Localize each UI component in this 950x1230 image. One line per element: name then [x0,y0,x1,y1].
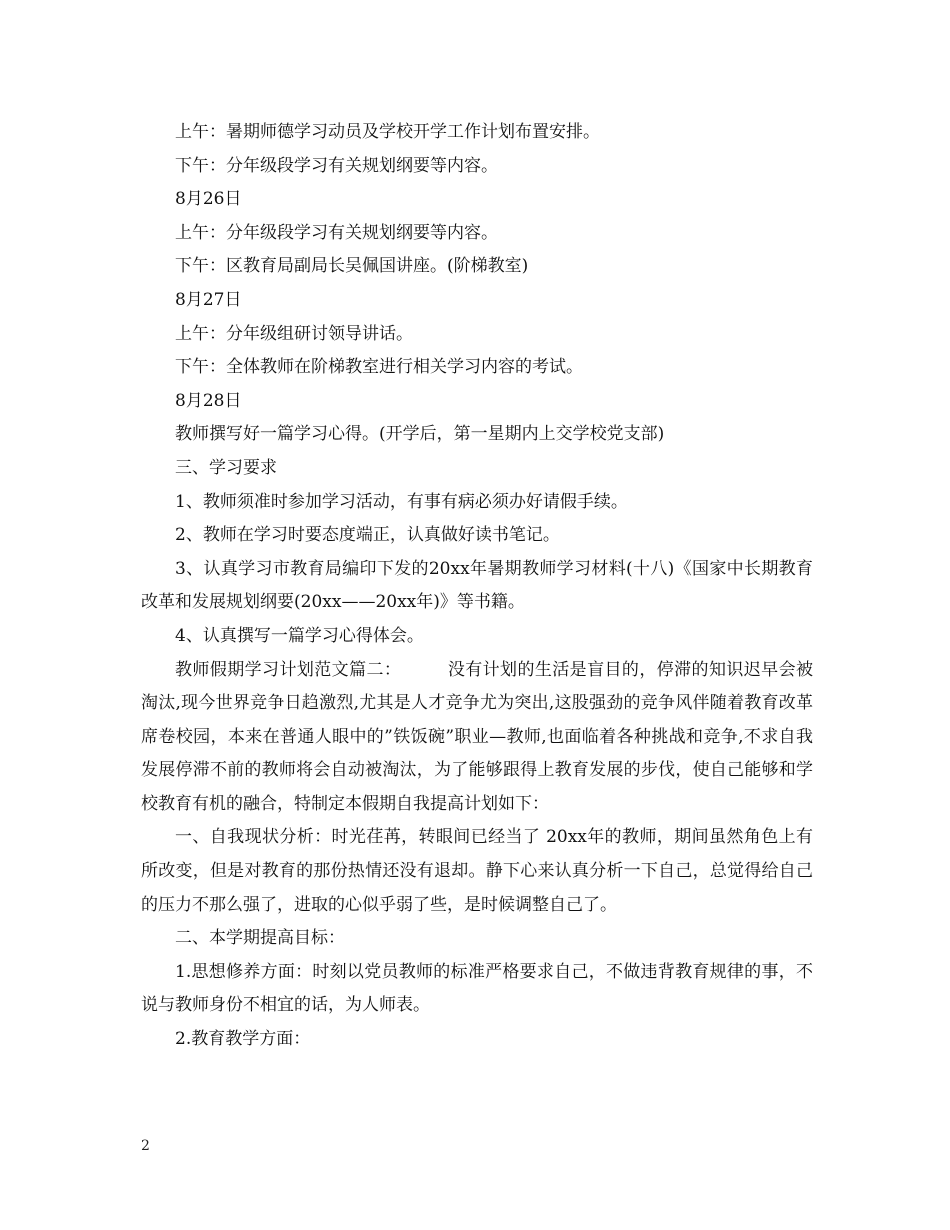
list-item: 3、认真学习市教育局编印下发的20xx年暑期教师学习材料(十八)《国家中长期教育改革和发展规划纲要(20xx——20xx年)》等书籍。 [141,558,813,613]
paragraph: 上午：暑期师德学习动员及学校开学工作计划布置安排。 [175,122,600,142]
list-item: 4、认真撰写一篇学习心得体会。 [175,625,424,646]
paragraph: 上午：分年级段学习有关规划纲要等内容。 [175,222,498,243]
page-number: 2 [141,1138,150,1154]
section-heading: 三、学习要求 [175,457,277,478]
date-heading: 8月27日 [175,289,242,310]
paragraph: 一、自我现状分析：时光荏苒，转眼间已经当了 20xx年的教师，期间虽然角色上有所改变，但是对教育的那份热情还没有退却。静下心来认真分析一下自己，总觉得给自己的压力不那么强了，进取的心似乎弱了些，是时候调整自己了。 [141,827,813,915]
list-item: 2、教师在学习时要态度端正，认真做好读书笔记。 [175,525,560,546]
section-heading: 二、本学期提高目标： [175,928,345,949]
paragraph: 教师假期学习计划范文篇二： 没有计划的生活是盲目的，停滞的知识迟早会被淘汰,现今世界竞争日趋激烈,尤其是人才竞争尤为突出,这股强劲的竞争风伴随着教育改革席卷校园，本来在普通人眼中的”铁饭碗”职业—教师,也面临着各种挑战和竞争,不求自我发展停滞不前的教师将会自动被淘汰，为了能够跟得上教育发展的步伐，使自己能够和学校教育有机的融合，特制定本假期自我提高计划如下： [141,659,813,814]
paragraph: 上午：分年级组研讨领导讲话。 [175,323,413,344]
paragraph: 1.思想修养方面：时刻以党员教师的标准严格要求自己，不做违背教育规律的事，不说与教师身份不相宜的话，为人师表。 [141,961,813,1016]
paragraph: 下午：分年级段学习有关规划纲要等内容。 [175,155,498,176]
paragraph: 2.教育教学方面： [175,1029,311,1050]
paragraph: 教师撰写好一篇学习心得。(开学后，第一星期内上交学校党支部) [175,424,665,445]
date-heading: 8月26日 [175,189,242,210]
paragraph: 下午：全体教师在阶梯教室进行相关学习内容的考试。 [175,357,583,378]
paragraph: 下午：区教育局副局长吴佩国讲座。(阶梯教室) [175,256,529,277]
date-heading: 8月28日 [175,390,242,411]
list-item: 1、教师须准时参加学习活动，有事有病必须办好请假手续。 [175,491,628,512]
document-body [141,116,813,1057]
